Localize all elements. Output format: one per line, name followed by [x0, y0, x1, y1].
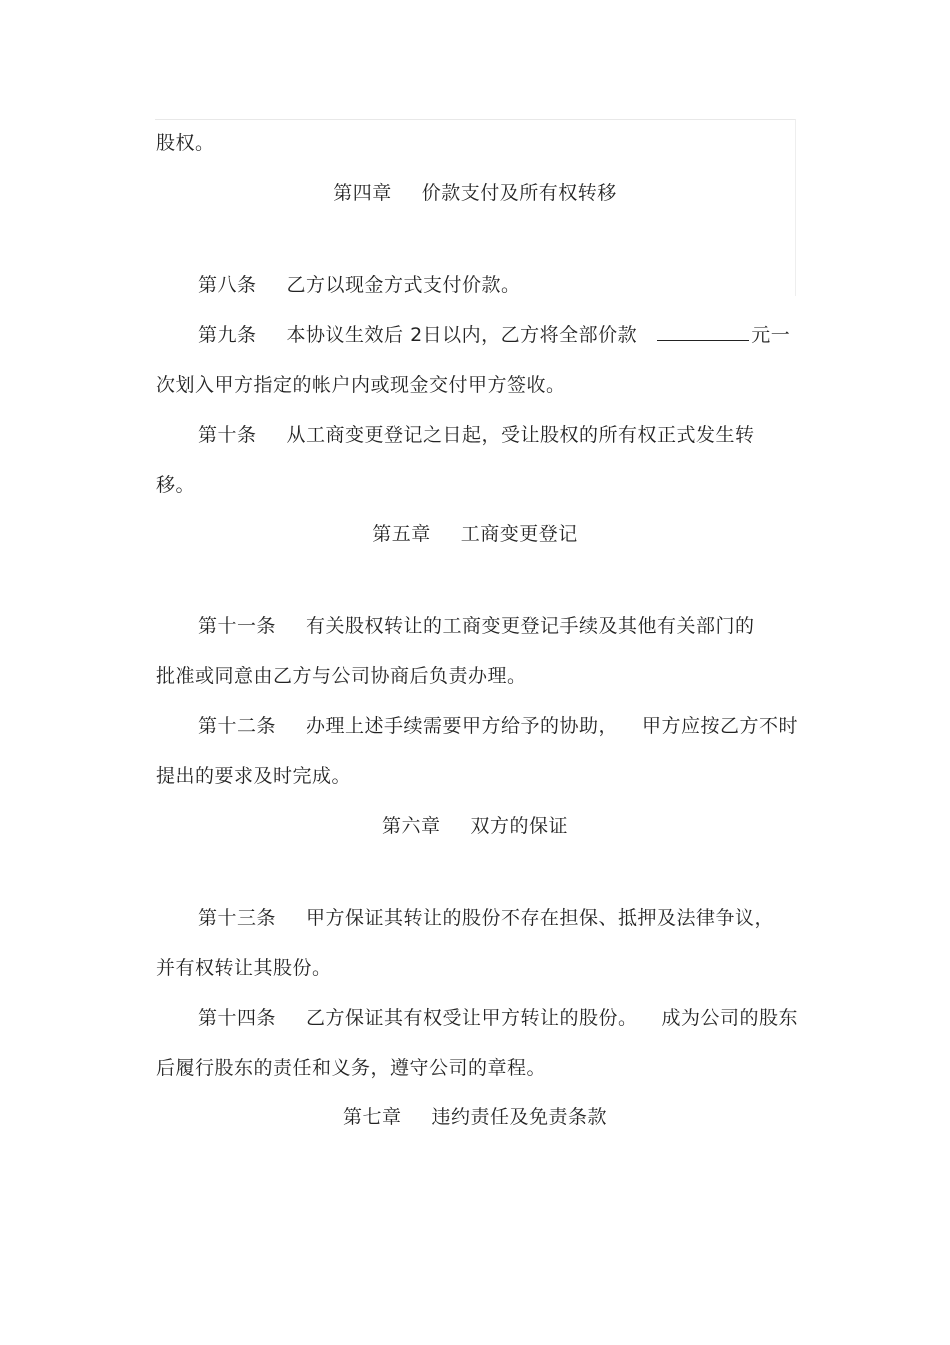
article-number: 第十一条: [198, 615, 277, 637]
article-text: 乙方以现金方式支付价款。: [286, 274, 521, 296]
chapter-number: 第四章: [333, 182, 392, 204]
article-text: 从工商变更登记之日起，受让股权的所有权正式发生转: [286, 424, 755, 446]
article-9-continuation: 次划入甲方指定的帐户内或现金交付甲方签收。: [156, 374, 566, 396]
chapter-title: 工商变更登记: [460, 523, 578, 545]
chapter-number: 第六章: [381, 815, 441, 837]
article-text: 甲方应按乙方不时: [642, 715, 799, 737]
article-11-continuation: 批准或同意由乙方与公司协商后负责办理。: [156, 665, 527, 687]
article-14: [198, 1005, 798, 1031]
amount-blank-line: [657, 322, 749, 341]
days-value: 2: [410, 324, 423, 346]
article-text: 本协议生效后: [286, 324, 404, 346]
article-text: 乙方保证其有权受让甲方转让的股份。: [306, 1007, 638, 1029]
article-10-continuation: 移。: [156, 474, 196, 496]
chapter-6-heading: [0, 813, 950, 839]
article-number: 第十四条: [198, 1007, 277, 1029]
article-text: 日以内，乙方将全部价款: [422, 324, 638, 346]
article-10: [198, 422, 755, 448]
paragraph-continuation: 股权。: [156, 132, 215, 154]
article-text: 成为公司的股东: [661, 1007, 799, 1029]
chapter-number: 第五章: [372, 523, 431, 545]
article-number: 第十三条: [198, 907, 277, 929]
chapter-title: 双方的保证: [470, 815, 569, 837]
article-number: 第九条: [198, 324, 257, 346]
article-text: 有关股权转让的工商变更登记手续及其他有关部门的: [306, 615, 755, 637]
page-frame: [155, 119, 796, 296]
chapter-7-heading: [0, 1104, 950, 1130]
article-number: 第十二条: [198, 715, 277, 737]
article-13: [198, 905, 774, 931]
article-9: [198, 322, 790, 348]
article-text: 元一: [751, 324, 791, 346]
article-13-continuation: 并有权转让其股份。: [156, 957, 332, 979]
article-8: [198, 272, 521, 298]
article-number: 第八条: [198, 274, 257, 296]
article-text: 办理上述手续需要甲方给予的协助，: [306, 715, 619, 737]
article-14-continuation: 后履行股东的责任和义务，遵守公司的章程。: [156, 1057, 547, 1079]
article-number: 第十条: [198, 424, 257, 446]
chapter-title: 违约责任及免责条款: [431, 1106, 608, 1128]
chapter-5-heading: [0, 521, 950, 547]
chapter-number: 第七章: [342, 1106, 402, 1128]
article-text: 甲方保证其转让的股份不存在担保、抵押及法律争议，: [306, 907, 775, 929]
chapter-4-heading: [0, 180, 950, 206]
article-12-continuation: 提出的要求及时完成。: [156, 765, 352, 787]
chapter-title: 价款支付及所有权转移: [421, 182, 617, 204]
article-12: [198, 713, 798, 739]
article-11: [198, 613, 755, 639]
